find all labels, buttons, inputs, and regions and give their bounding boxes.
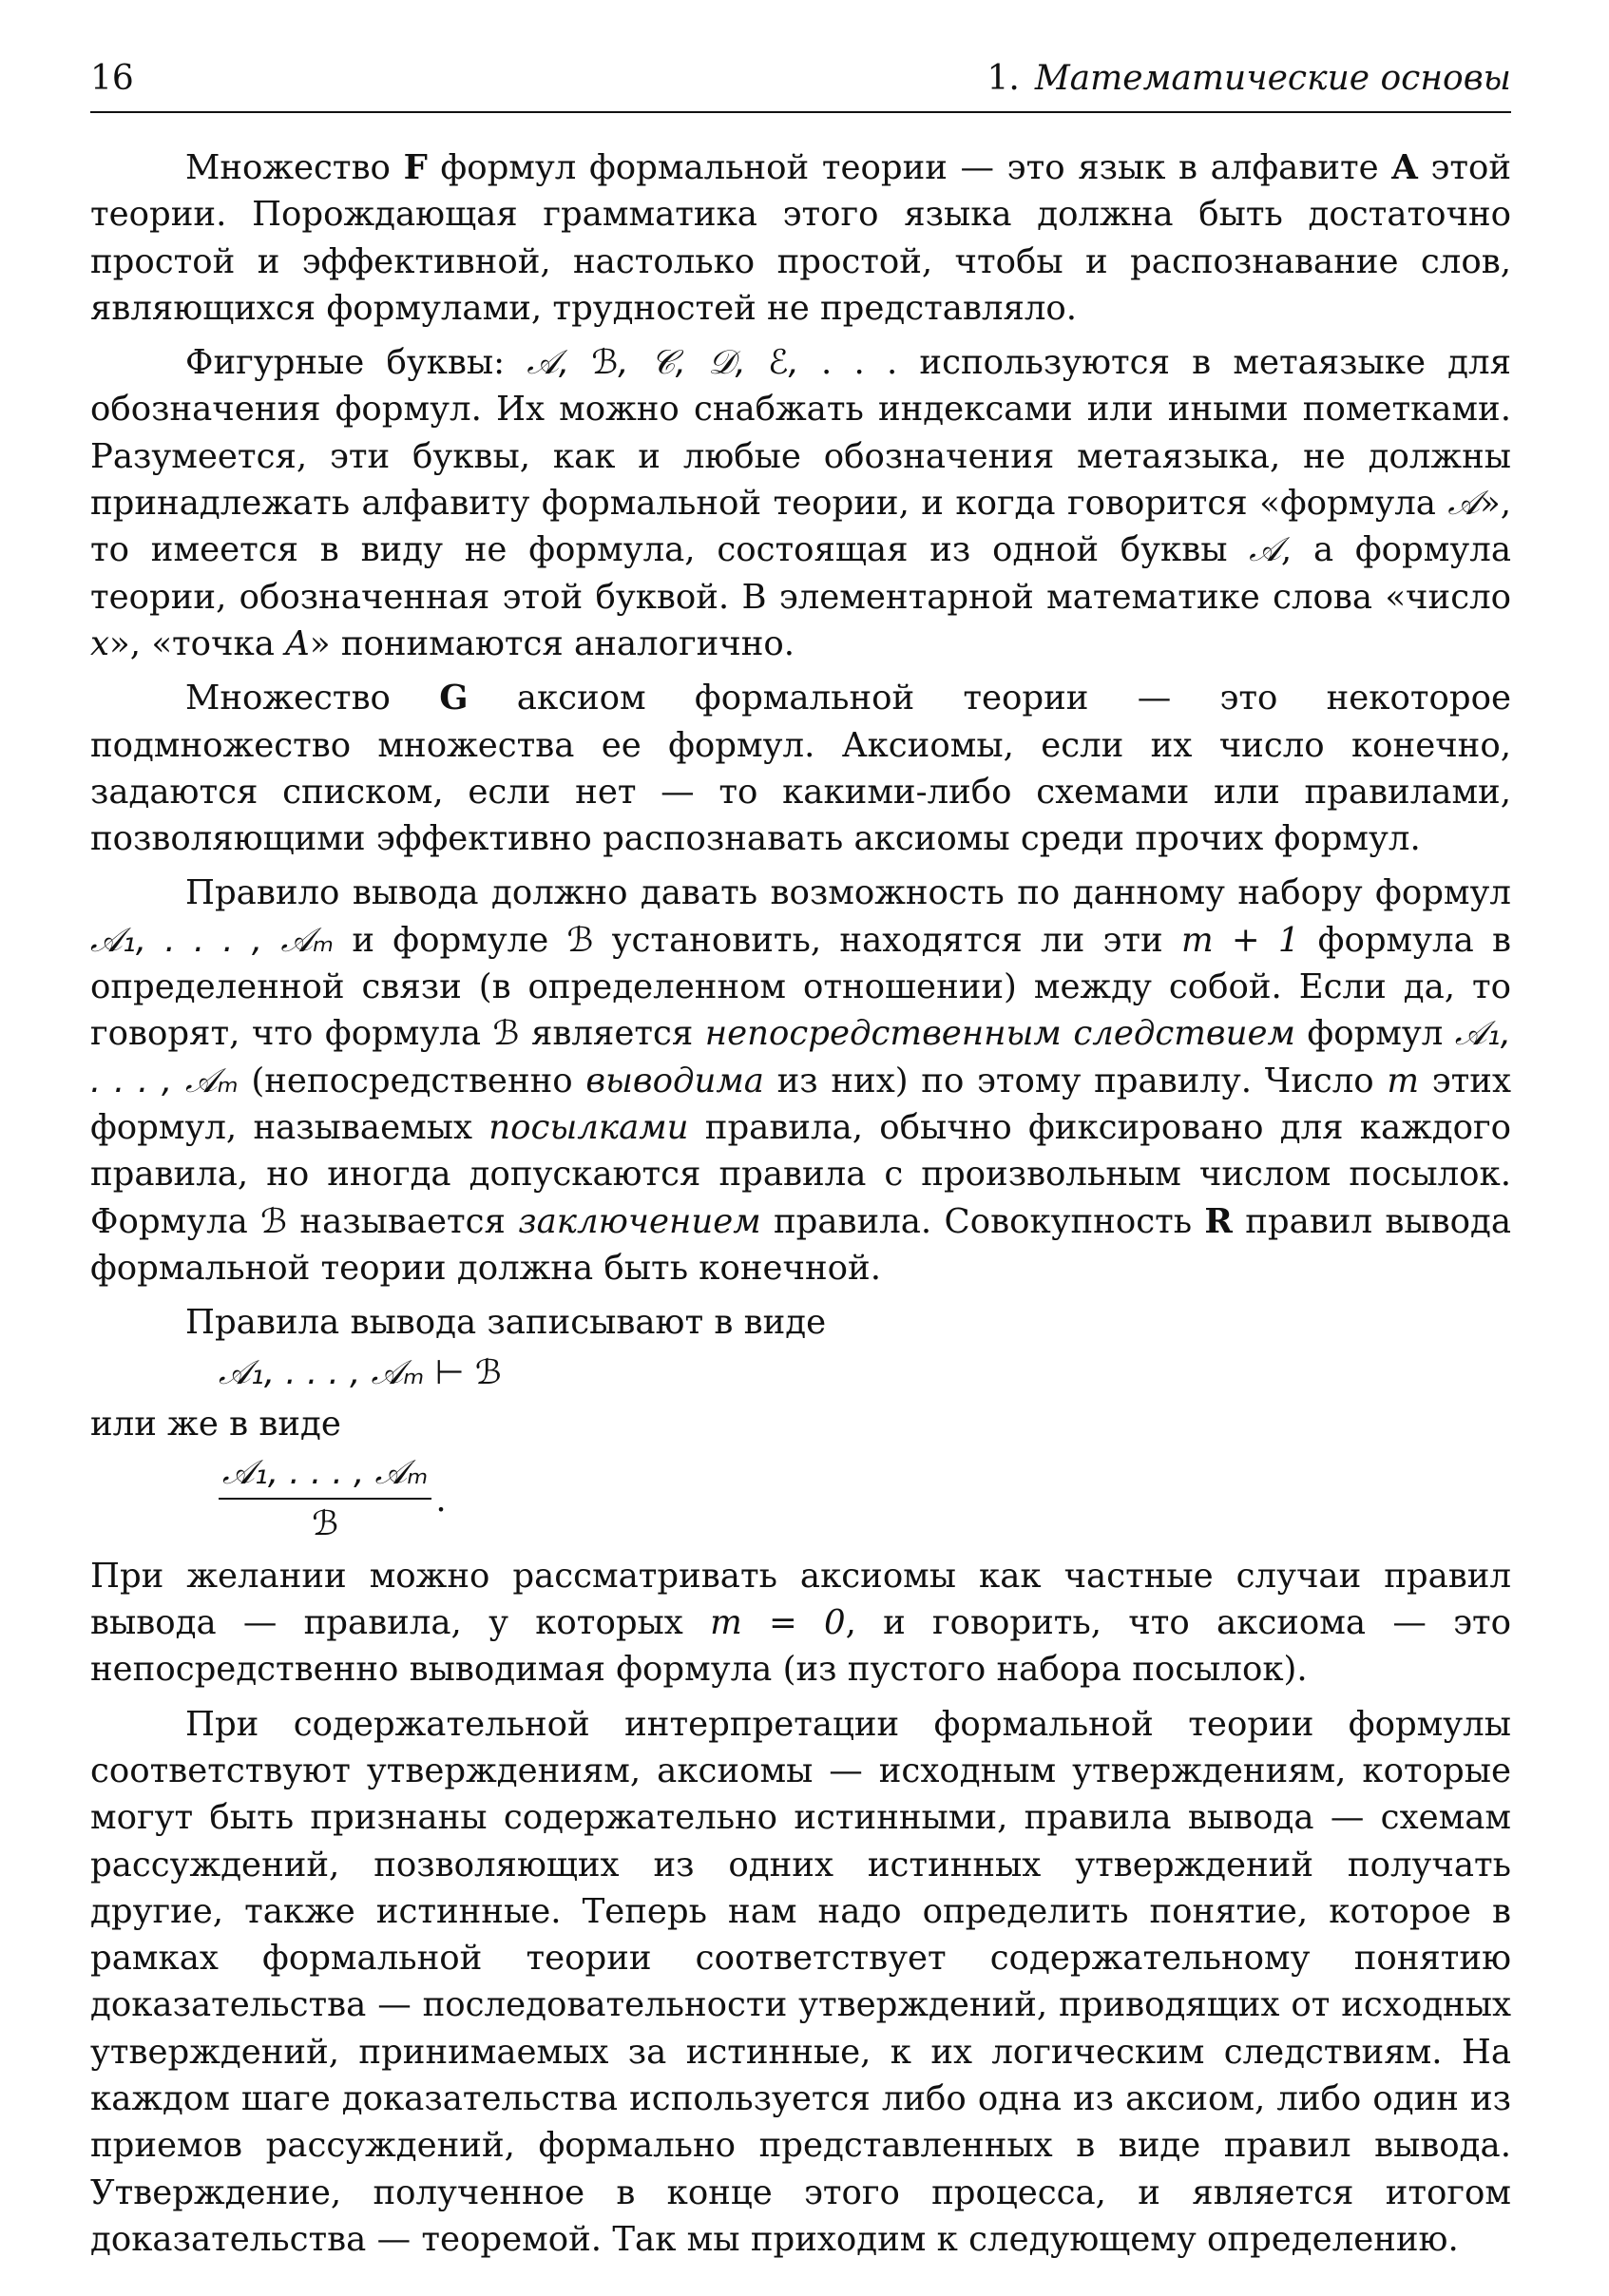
text-run: формула в определенной связи (в определенном отношении) между собой. Если да, то говорят, что формула (90, 920, 1511, 1054)
set-symbol-F: F (403, 148, 428, 187)
paragraph-rule-notation: Правила вывода записывают в виде (185, 1303, 827, 1343)
fraction-denominator: ℬ (312, 1503, 339, 1543)
text-run: формул (1294, 1014, 1455, 1054)
text-run: правил вывода формальной теории должна быть конечной. (90, 1201, 1511, 1288)
text-run: Правило вывода должно давать возможность по данному набору формул (185, 873, 1511, 913)
fraction-period: . (435, 1481, 447, 1521)
text-run: из них) по этому правилу. Число (763, 1061, 1388, 1100)
text-run: Множество (185, 679, 440, 718)
text-run: », «точка (109, 623, 286, 663)
set-symbol-A: A (1391, 148, 1418, 187)
math-symbol: ℬ (260, 1201, 288, 1241)
emphasis-term: непосредственным следствием (704, 1014, 1295, 1054)
math-symbol: 𝒜 (1249, 530, 1281, 570)
paragraph-axioms-set (90, 675, 1511, 862)
math-symbol: A (285, 623, 310, 663)
math-formula: m = 0 (710, 1603, 846, 1643)
text-run: является (519, 1014, 705, 1054)
text-run: этой теории. Порождающая грамматика этого языка должна быть достаточно простой и эффективной, настолько простой, чтобы и распознавание слов, являющихся формулами, трудностей не представляло. (90, 148, 1512, 328)
math-formula: m + 1 (1180, 920, 1300, 960)
paragraph-axioms-as-rules (90, 1553, 1511, 1693)
text-run: Фигурные буквы: (185, 343, 527, 383)
display-formula-fraction (90, 1450, 1511, 1547)
paragraph-calligraphic-letters (90, 339, 1511, 667)
math-formula: 𝒜₁, . . . , 𝒜ₘ (90, 1014, 1511, 1100)
main-text (90, 144, 1511, 2270)
set-symbol-R: R (1204, 1201, 1233, 1241)
math-symbol: m (1387, 1061, 1420, 1100)
math-symbol: ℬ (566, 920, 594, 960)
set-symbol-G: G (439, 679, 469, 718)
chapter-heading (986, 59, 1511, 98)
text-run: и формуле (334, 920, 567, 960)
display-formula-turnstile: 𝒜₁, . . . , 𝒜ₘ ⊢ ℬ (219, 1353, 502, 1393)
paragraph-inference-rule (90, 870, 1511, 1292)
text-run: При желании можно рассматривать аксиомы как частные случаи правил вывода — правила, у которых (90, 1556, 1511, 1643)
page-number: 16 (90, 59, 134, 98)
text-run: установить, находятся ли эти (593, 920, 1181, 960)
text-run: правила, обычно фиксировано для каждого правила, но иногда допускаются правила с произвольным числом посылок. Формула (90, 1107, 1511, 1241)
emphasis-term: выводима (585, 1061, 764, 1100)
text-run: (непосредственно (238, 1061, 586, 1100)
running-header (90, 59, 1511, 113)
text-run: Множество (185, 148, 404, 187)
chapter-number: 1. (986, 59, 1020, 98)
paragraph-interpretation: При содержательной интерпретации формальной теории формулы соответствуют утверждениям, аксиомы — исходным утверждениям, которые могут быть признаны содержательно истинными, правила вывода — схемам рассуждений, позволяющих из одних истинных утверждений получать другие, также истинные. Теперь нам надо определить понятие, которое в рамках формальной теории соответствует содержательному понятию доказательства — последовательности утверждений, приводящих от исходных утверждений, принимаемых за истинные, к их логическим следствиям. На каждом шаге доказательства используется либо одна из аксиом, либо один из приемов рассуждений, формально представленных в виде правил вывода. Утверждение, полученное в конце этого процесса, и является итогом доказательства — теоремой. Так мы приходим к следующему определению. (90, 1704, 1511, 2259)
text-run: правила. Совокупность (760, 1201, 1205, 1241)
math-symbol: ℬ (492, 1014, 520, 1054)
text-run: , а формула теории, обозначенная этой буквой. В элементарной математике слова «число (90, 530, 1511, 617)
text-run: » понимаются аналогично. (309, 623, 795, 663)
chapter-title: Математические основы (1034, 59, 1511, 98)
text-run: », то имеется в виду не формула, состоящая из одной буквы (90, 484, 1511, 570)
calligraphic-letters: 𝒜, ℬ, 𝒞, 𝒟, ℰ, (527, 343, 799, 383)
text-run: этих формул, называемых (90, 1061, 1511, 1147)
fraction (219, 1450, 431, 1547)
math-symbol: x (90, 623, 110, 663)
text-or-form: или же в виде (90, 1405, 341, 1445)
math-formula: 𝒜₁, . . . , 𝒜ₘ (90, 920, 335, 960)
fraction-numerator: 𝒜₁, . . . , 𝒜ₘ (219, 1450, 431, 1500)
text-run: формул формальной теории — это язык в алфавите (427, 148, 1392, 187)
emphasis-term: посылками (488, 1107, 689, 1147)
text-run: , и говорить, что аксиома — это непосредственно выводимая формула (из пустого набора посылок). (90, 1603, 1511, 1690)
text-run: . . . используются в метаязыке для обозначения формул. Их можно снабжать индексами или иными пометками. Разумеется, эти буквы, как и любые обозначения метаязыка, не должны принадлежать алфавиту формальной теории, и когда говорится «формула (90, 343, 1511, 524)
emphasis-term: заключением (518, 1201, 761, 1241)
paragraph-formulas-set (90, 144, 1511, 332)
text-run: называется (287, 1201, 519, 1241)
math-symbol: 𝒜 (1447, 484, 1480, 524)
text-run: аксиом формальной теории — это некоторое подмножество множества ее формул. Аксиомы, если их число конечно, задаются списком, если нет — то какими-либо схемами или правилами, позволяющими эффективно распознавать аксиомы среди прочих формул. (90, 679, 1511, 859)
